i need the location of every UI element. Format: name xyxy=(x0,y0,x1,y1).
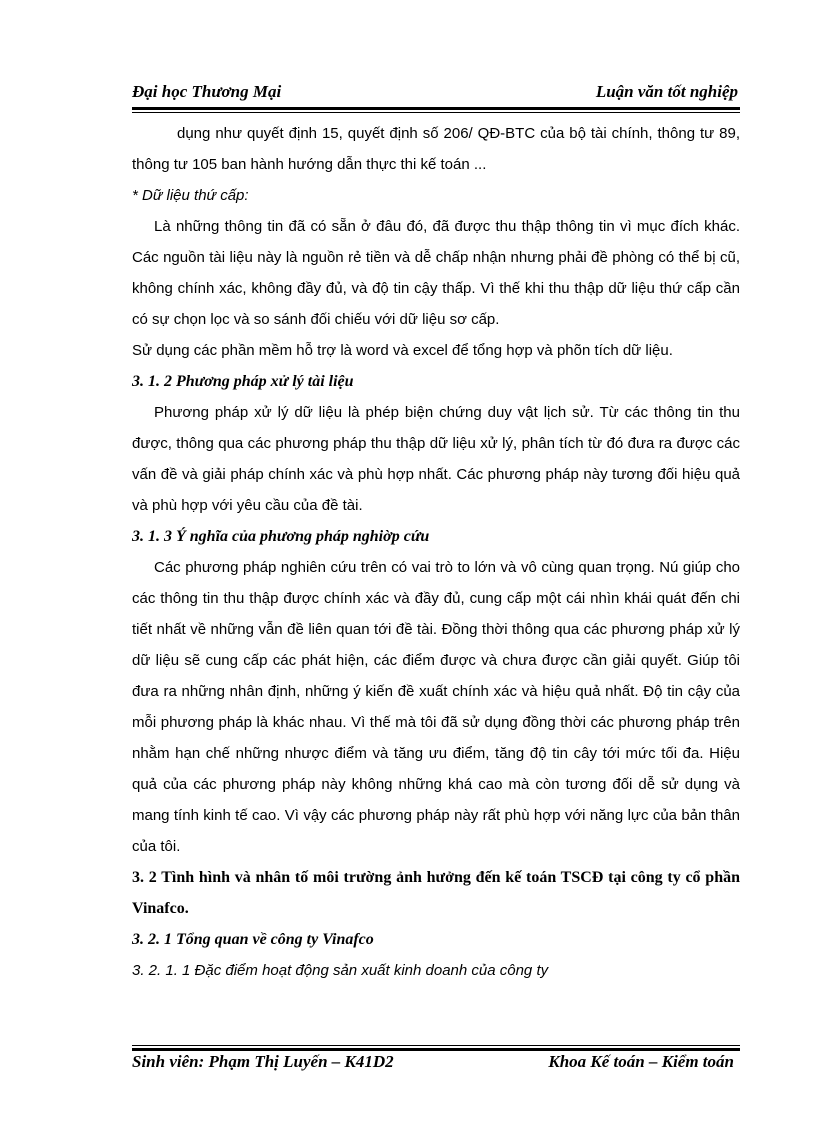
page-header xyxy=(132,80,740,106)
page-footer xyxy=(132,1052,740,1076)
footer-rule-thick xyxy=(132,1048,740,1051)
paragraph-primary-sources-end: dụng như quyết định 15, quyết định số 206/ QĐ-BTC của bộ tài chính, thông tư 89, thông tư 105 ban hành hướng dẫn thực thi kế toán ... xyxy=(132,125,740,173)
paragraph-software: Sử dụng các phần mềm hỗ trợ là word và excel để tổng hợp và phõn tích dữ liệu. xyxy=(132,342,673,359)
heading-3-2: 3. 2 Tình hình và nhân tố môi trường ảnh hưởng đến kế toán TSCĐ tại công ty cổ phần Vinafco. xyxy=(132,869,740,917)
heading-3-2-1: 3. 2. 1 Tổng quan về công ty Vinafco xyxy=(132,931,374,948)
heading-3-1-2: 3. 1. 2 Phương pháp xử lý tài liệu xyxy=(132,373,354,390)
footer-student: Sinh viên: Phạm Thị Luyến – K41D2 xyxy=(132,1052,394,1071)
heading-3-1-3: 3. 1. 3 Ý nghĩa của phương pháp nghiờp cứu xyxy=(132,528,430,545)
header-university: Đại học Thương Mại xyxy=(132,82,282,101)
header-rule-thick xyxy=(132,107,740,110)
header-rule-thin xyxy=(132,112,740,113)
paragraph-research-significance: Các phương pháp nghiên cứu trên có vai trò to lớn và vô cùng quan trọng. Nú giúp cho các thông tin thu thập được chính xác và đầy đủ, cung cấp một cái nhìn khái quát đến chi tiết nhất về những vẫn đề liên quan tới đề tài. Đồng thời thông qua các phương pháp xử lý dữ liệu sẽ cung cấp các phát hiện, các điểm được và chưa được cần giải quyết. Giúp tôi đưa ra những nhân định, những ý kiến đề xuất chính xác và hiệu quả nhất. Độ tin cậy của mỗi phương pháp là khác nhau. Vì thế mà tôi đã sử dụng đồng thời các phương pháp trên nhằm hạn chế những nhược điểm và tăng ưu điểm, tăng độ tin cây tới mức tối đa. Hiệu quả của các phương pháp này không những khá cao mà còn tương đối dễ sử dụng và mang tính kinh tế cao. Vì vậy các phương pháp này rất phù hợp với năng lực của bản thân của tôi. xyxy=(132,559,740,855)
header-thesis-type: Luận văn tốt nghiệp xyxy=(595,82,738,101)
paragraph-secondary-data: Là những thông tin đã có sẵn ở đâu đó, đã được thu thập thông tin vì mục đích khác. Các nguồn tài liệu này là nguồn rẻ tiền và dễ chấp nhận nhưng phải đề phòng có thể bị cũ, không chính xác, không đầy đủ, và độ tin cậy thấp. Vì thế khi thu thập dữ liệu thứ cấp cần có sự chọn lọc và so sánh đối chiếu với dữ liệu sơ cấp. xyxy=(132,218,740,328)
footer-rule-thin xyxy=(132,1045,740,1046)
paragraph-processing-method: Phương pháp xử lý dữ liệu là phép biện chứng duy vật lịch sử. Từ các thông tin thu được, thông qua các phương pháp thu thập dữ liệu xử lý, phân tích từ đó đưa ra được các vấn đề và giải pháp chính xác và phù hợp nhất. Các phương pháp này tương đối hiệu quả và phù hợp với yêu cầu của đề tài. xyxy=(132,404,740,514)
label-secondary-data: * Dữ liệu thứ cấp: xyxy=(132,187,249,204)
footer-faculty: Khoa Kế toán – Kiểm toán xyxy=(548,1052,734,1071)
heading-3-2-1-1: 3. 2. 1. 1 Đặc điểm hoạt động sản xuất kinh doanh của công ty xyxy=(132,962,549,979)
page-content xyxy=(132,118,740,986)
